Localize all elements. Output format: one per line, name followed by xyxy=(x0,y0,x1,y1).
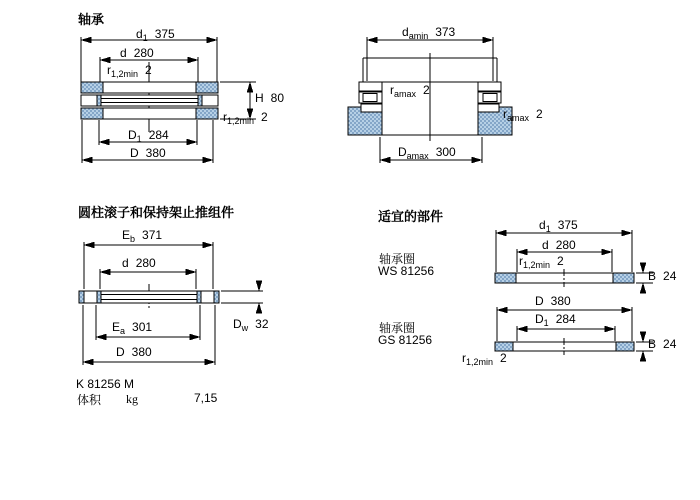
roller-cage-assembly-drawing xyxy=(79,242,263,365)
gs-ring-designation: GS 81256 xyxy=(378,333,433,347)
bearing-cross-section-drawing xyxy=(81,37,256,163)
ws-ring-designation: WS 81256 xyxy=(378,264,435,278)
dim-label-ws-d: d 280 xyxy=(542,238,576,252)
dim-label-ws-r12: $r_{1,2min}$ 2 xyxy=(519,254,564,270)
shaft-washer-section xyxy=(81,82,103,93)
dim-label-assembly-D: D 380 xyxy=(116,345,152,359)
section-title-components: 适宜的部件 xyxy=(378,209,444,224)
dim-label-mounting-ramax-inner: $r_{amax}$ 2 xyxy=(390,83,430,99)
dim-label-assembly-Eb: $E_b$ 371 xyxy=(122,228,163,244)
dim-label-bearing-D: D 380 xyxy=(130,146,166,160)
roller-section xyxy=(81,95,97,106)
dim-label-mounting-Damax: $D_{amax}$ 300 xyxy=(398,145,456,161)
dim-label-bearing-D1: $D_1$ 284 xyxy=(128,128,169,144)
mass-row-value: 7,15 xyxy=(194,391,218,405)
dim-label-assembly-d: d 280 xyxy=(122,256,156,270)
gs-ring-type-label: 轴承圈 xyxy=(379,321,416,335)
dim-label-mounting-damin: $d_{amin}$ 373 xyxy=(402,25,456,41)
dim-label-gs-r12: $r_{1,2min}$ 2 xyxy=(462,351,507,367)
dim-label-bearing-H: H 80 xyxy=(255,91,285,105)
dim-label-bearing-d: d 280 xyxy=(120,46,154,60)
assembly-designation: K 81256 M xyxy=(76,377,135,391)
dim-label-assembly-Dw: $D_w$ 32 xyxy=(233,317,269,333)
mass-row-unit: kg xyxy=(126,392,138,406)
dim-label-gs-B: B 24 xyxy=(648,337,677,351)
housing-washer-section xyxy=(81,108,103,119)
mass-row-label: 体积 xyxy=(77,393,102,407)
dim-label-bearing-r12-bottom: $r_{1,2min}$ 2 xyxy=(223,110,268,126)
dim-label-assembly-Ea: $E_a$ 301 xyxy=(112,320,153,336)
dim-label-ws-d1: $d_1$ 375 xyxy=(539,218,578,234)
dim-label-bearing-d1: $d_1$ 375 xyxy=(136,27,175,43)
ws-washer-section xyxy=(495,273,516,283)
gs-washer-section xyxy=(495,342,513,351)
cage-section xyxy=(79,291,84,303)
dim-label-gs-D: D 380 xyxy=(535,294,571,308)
section-title-bearing: 轴承 xyxy=(78,12,105,27)
dim-label-gs-D1: $D_1$ 284 xyxy=(535,312,576,328)
section-title-assembly: 圆柱滚子和保持架止推组件 xyxy=(78,205,235,220)
ws-ring-type-label: 轴承圈 xyxy=(379,252,416,266)
mounting-abutment-drawing xyxy=(348,37,512,163)
dim-label-bearing-r12-top: $r_{1,2min}$ 2 xyxy=(107,63,152,79)
dim-label-mounting-ramax-outer: $r_{amax}$ 2 xyxy=(503,107,543,123)
dim-label-ws-B: B 24 xyxy=(648,269,677,283)
